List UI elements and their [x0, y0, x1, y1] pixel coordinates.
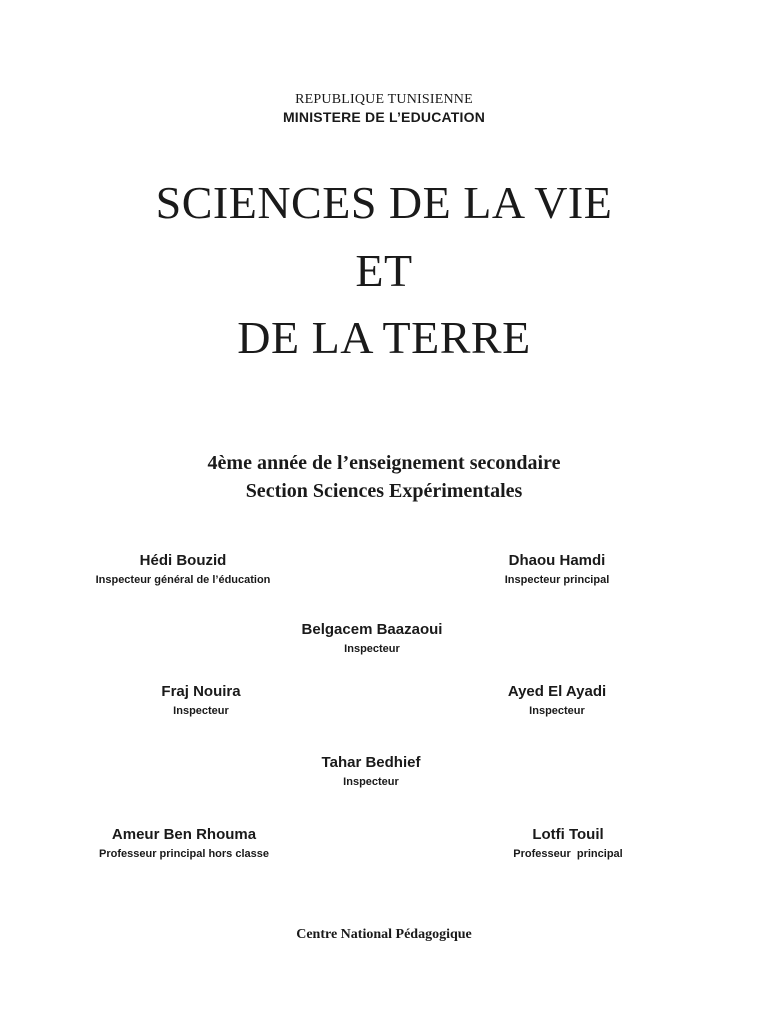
author-role: Inspecteur général de l’éducation — [95, 574, 271, 586]
author-name: Tahar Bedhief — [321, 754, 421, 771]
author-role: Professeur principal hors classe — [99, 848, 269, 860]
author-block — [34, 826, 334, 861]
author-name: Ayed El Ayadi — [507, 683, 607, 700]
author-block — [51, 683, 351, 718]
country-name: REPUBLIQUE TUNISIENNE — [295, 92, 473, 107]
author-block — [33, 552, 333, 587]
title-line-2: ET — [355, 245, 413, 296]
author-name: Dhaou Hamdi — [508, 552, 606, 569]
author-name: Fraj Nouira — [161, 683, 241, 700]
author-role: Inspecteur — [529, 705, 585, 717]
subtitle-section: Section Sciences Expérimentales — [245, 480, 523, 502]
author-role: Professeur principal — [513, 848, 623, 860]
title-line-3: DE LA TERRE — [237, 312, 531, 363]
author-role: Inspecteur — [343, 776, 399, 788]
author-role: Inspecteur — [344, 643, 400, 655]
author-block — [418, 826, 718, 861]
author-role: Inspecteur principal — [504, 574, 610, 586]
title-line-1: SCIENCES DE LA VIE — [155, 177, 613, 228]
publisher-name: Centre National Pédagogique — [296, 927, 472, 942]
author-block — [222, 621, 522, 656]
author-name: Hédi Bouzid — [139, 552, 227, 569]
author-block — [407, 552, 707, 587]
author-name: Lotfi Touil — [532, 826, 604, 843]
author-block — [221, 754, 521, 789]
subtitle-level: 4ème année de l’enseignement secondaire — [207, 452, 561, 474]
ministry-name: MINISTERE DE L’EDUCATION — [282, 109, 486, 125]
author-role: Inspecteur — [173, 705, 229, 717]
author-block — [407, 683, 707, 718]
author-name: Belgacem Baazaoui — [301, 621, 443, 638]
author-name: Ameur Ben Rhouma — [111, 826, 257, 843]
